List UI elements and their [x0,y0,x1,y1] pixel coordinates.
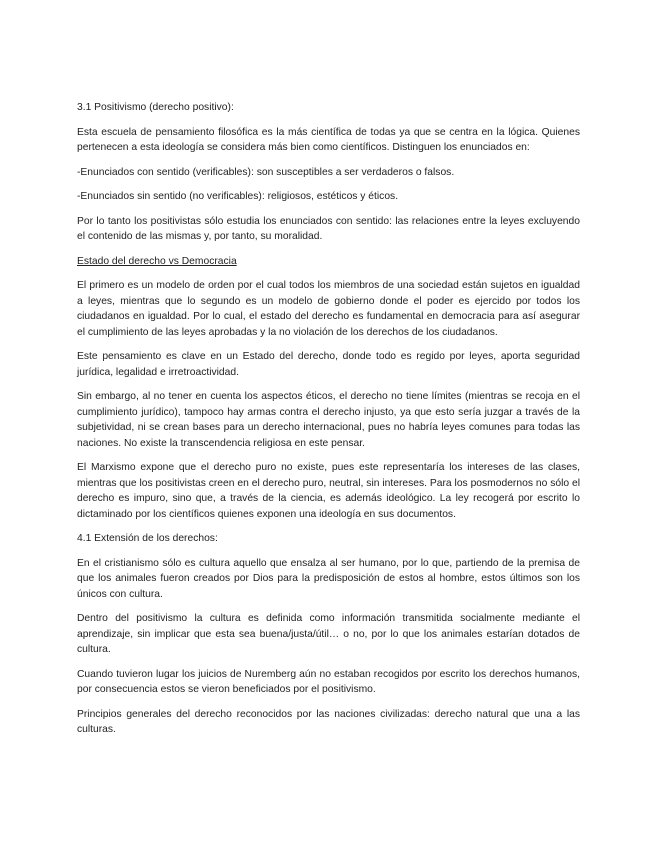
paragraph-positivistas-estudian: Por lo tanto los positivistas sólo estudia los enunciados con sentido: las relaciones entre la leyes excluyendo el contenido de las mismas y, por tanto, su moralidad. [77,215,580,242]
paragraph-sin-embargo: Sin embargo, al no tener en cuenta los aspectos éticos, el derecho no tiene límites (mientras se recoja en el cumplimiento jurídico), tampoco hay armas contra el derecho injusto, ya que esto sería juzgar a través de la subjetividad, ni se crean bases para un derecho internacional, pues no habría leyes comunes para todas las naciones. No existe la transcendencia religiosa en este pensar. [77,391,580,449]
paragraph-cristianismo: En el cristianismo sólo es cultura aquello que ensalza al ser humano, por lo que, partiendo de la premisa de que los animales fueron creados por Dios para la predisposición de estos al hombre, estos últimos son los únicos con cultura. [77,557,580,600]
list-item-enunciados-con-sentido: -Enunciados con sentido (verificables): son susceptibles a ser verdaderos o falsos. [77,166,455,178]
paragraph-nuremberg: Cuando tuvieron lugar los juicios de Nuremberg aún no estaban recogidos por escrito los derechos humanos, por consecuencia estos se vieron beneficiados por el positivismo. [77,668,580,695]
paragraph-positivismo-cultura: Dentro del positivismo la cultura es definida como información transmitida socialmente mediante el aprendizaje, sin implicar que esta sea buena/justa/útil… o no, por lo que los animales estarían dotados de cultura. [77,613,580,655]
paragraph-modelo-orden: El primero es un modelo de orden por el cual todos los miembros de una sociedad están sujetos en igualdad a leyes, mientras que lo segundo es un modelo de gobierno donde el poder es ejercido por todos los ciudadanos en igualdad. Por lo cual, el estado del derecho es fundamental en democracia para así asegurar el cumplimiento de las leyes aprobadas y la no violación de los derechos de los ciudadanos. [77,280,580,338]
list-item-enunciados-sin-sentido: -Enunciados sin sentido (no verificables): religiosos, estéticos y éticos. [77,191,399,202]
paragraph-pensamiento-clave: Este pensamiento es clave en un Estado del derecho, donde todo es regido por leyes, aporta seguridad jurídica, legalidad e irretroactividad. [77,351,580,378]
paragraph-principios-generales: Principios generales del derecho reconocidos por las naciones civilizadas: derecho natural que una a las culturas. [77,708,580,735]
subheading-estado-derecho-democracia: Estado del derecho vs Democracia [77,255,237,267]
paragraph-escuela-pensamiento: Esta escuela de pensamiento filosófica es la más científica de todas ya que se centra en la lógica. Quienes pertenecen a esta ideología se considera más bien como científicos. Distinguen los enunciados en: [77,126,580,153]
section-heading-extension-derechos: 4.1 Extensión de los derechos: [77,533,218,544]
document-page [77,100,580,747]
paragraph-marxismo: El Marxismo expone que el derecho puro no existe, pues este representaría los intereses de las clases, mientras que los positivistas creen en el derecho puro, neutral, sin intereses. Para los posmodernos no sólo el derecho es impuro, sino que, a través de la ciencia, es además ideológico. La ley recogerá por escrito lo dictaminado por los científicos quienes exponen una ideología en sus documentos. [77,462,580,520]
section-heading-positivismo: 3.1 Positivismo (derecho positivo): [77,102,234,113]
